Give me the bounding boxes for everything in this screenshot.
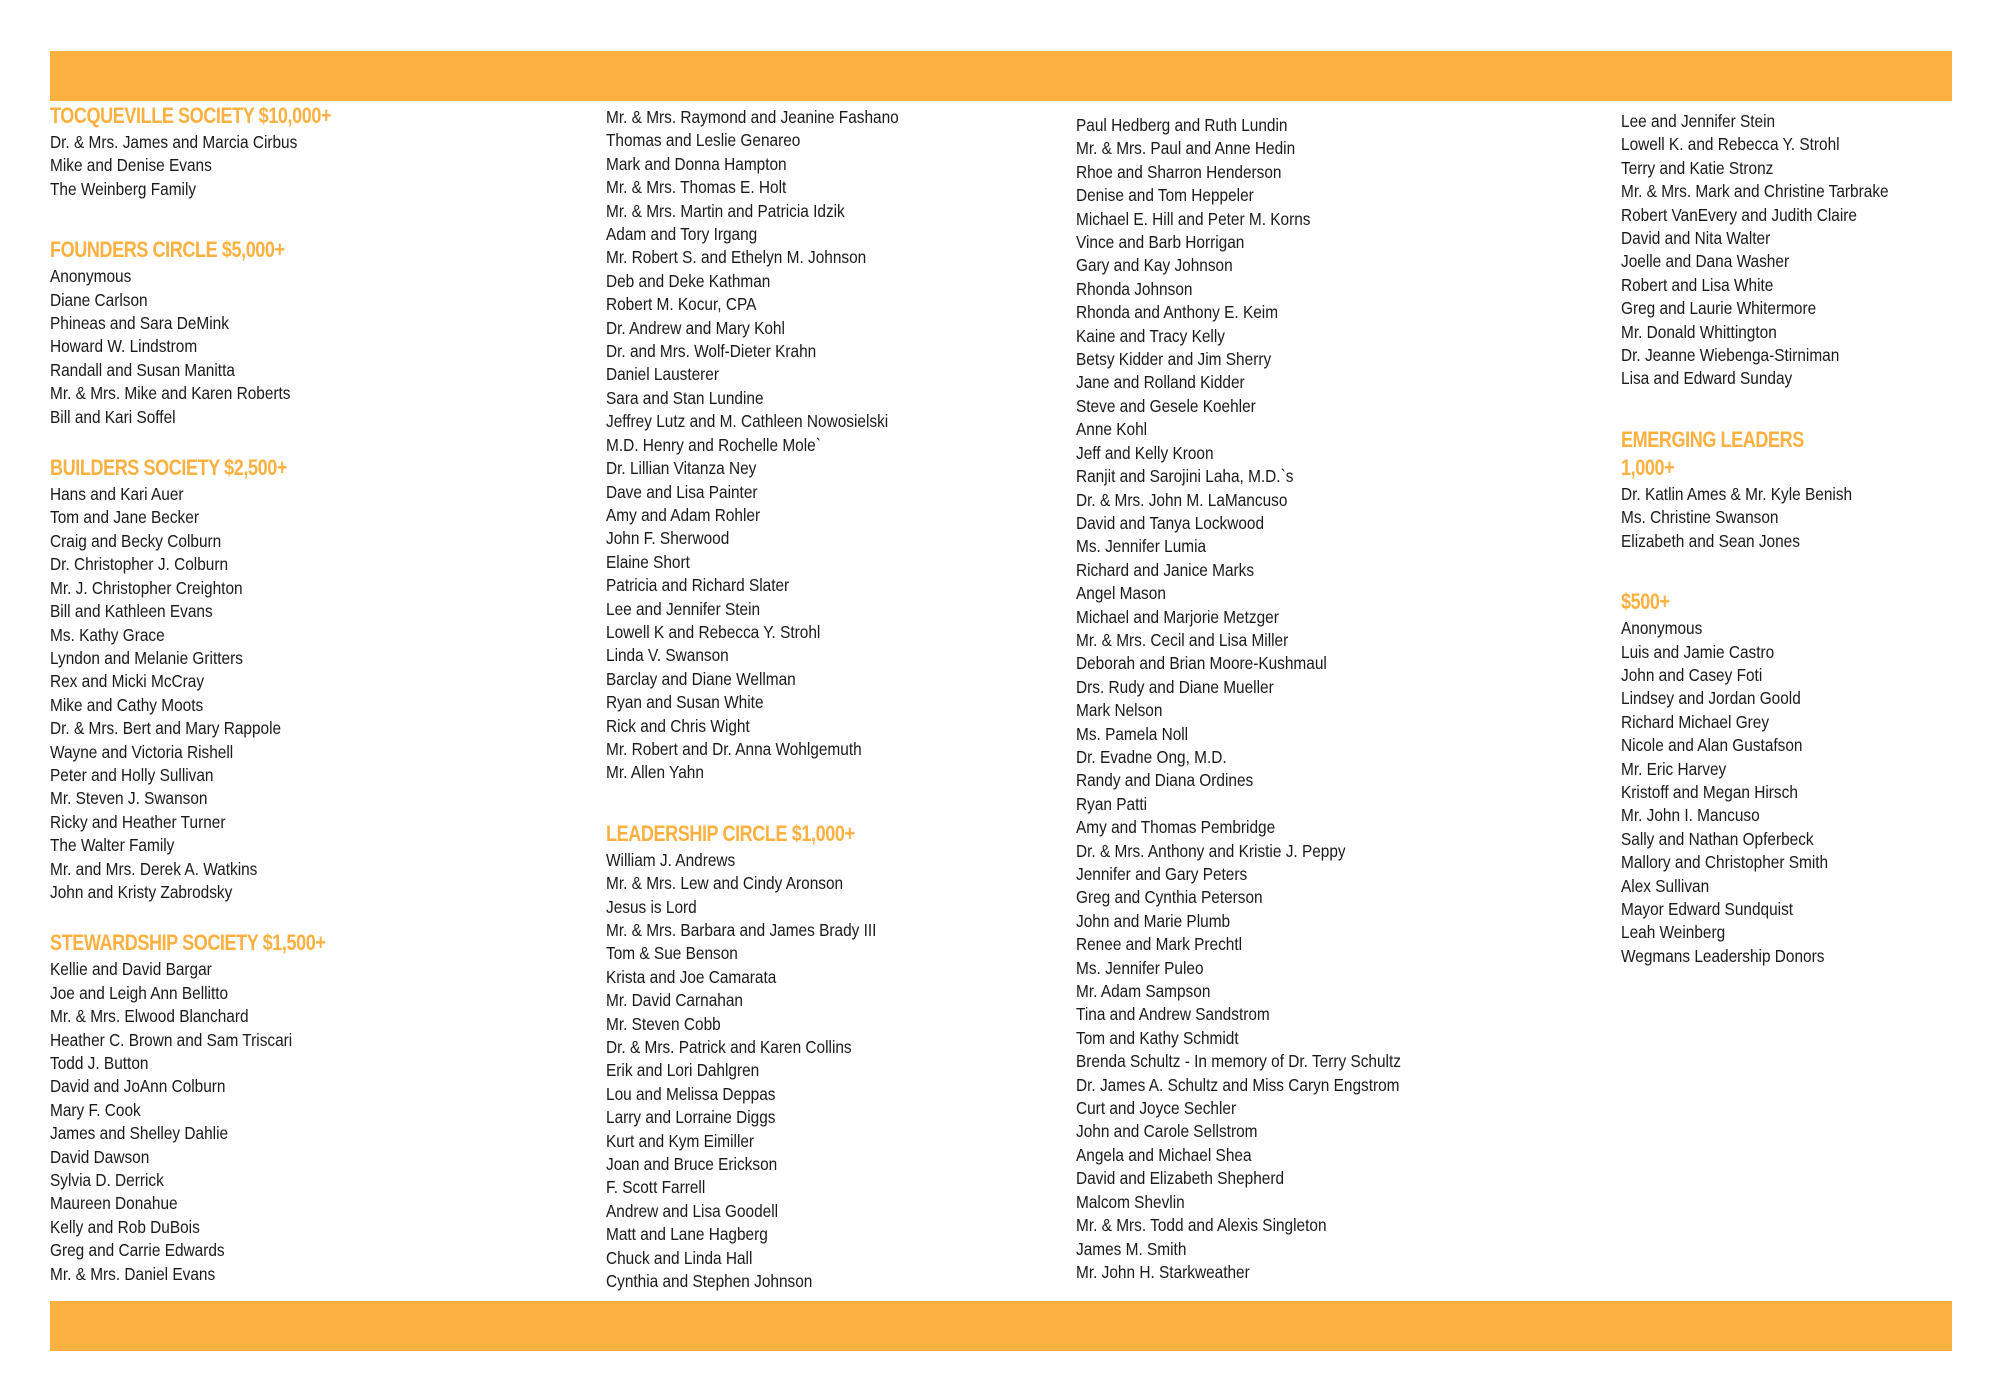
donor-name: Barclay and Diane Wellman: [606, 668, 796, 689]
donor-name: Mr. & Mrs. Elwood Blanchard: [50, 1006, 249, 1027]
donor-name: Mr. Adam Sampson: [1076, 981, 1211, 1002]
donor-name: Curt and Joyce Sechler: [1076, 1098, 1237, 1119]
donor-name: John and Carole Sellstrom: [1076, 1121, 1258, 1142]
donor-list: [1621, 110, 2000, 391]
donor-name: David and Nita Walter: [1621, 228, 1771, 249]
donor-name: Jennifer and Gary Peters: [1076, 864, 1248, 884]
donor-name: Mr. & Mrs. Raymond and Jeanine Fashano: [606, 107, 899, 127]
donor-name: Drs. Rudy and Diane Mueller: [1076, 676, 1274, 697]
donor-name: Peter and Holly Sullivan: [50, 764, 214, 785]
donor-name: Mayor Edward Sundquist: [1621, 898, 1794, 919]
donor-name: Dr. & Mrs. John M. LaMancuso: [1076, 489, 1288, 510]
donor-name: Lowell K. and Rebecca Y. Strohl: [1621, 134, 1840, 155]
donor-name: Ranjit and Sarojini Laha, M.D.`s: [1076, 466, 1294, 487]
donor-name: Rex and Micki McCray: [50, 671, 205, 692]
donor-list: [50, 958, 590, 1286]
donor-name: Krista and Joe Camarata: [606, 966, 777, 987]
donor-name: John and Casey Foti: [1621, 664, 1763, 685]
donor-name: Mr. & Mrs. Mark and Christine Tarbrake: [1621, 181, 1889, 202]
donor-name: Tina and Andrew Sandstrom: [1076, 1004, 1270, 1025]
donor-name: Dr. Lillian Vitanza Ney: [606, 458, 757, 479]
donor-name: Lindsey and Jordan Goold: [1621, 688, 1801, 709]
donor-name: Richard Michael Grey: [1621, 711, 1770, 732]
donor-name: Rhonda Johnson: [1076, 278, 1193, 299]
donor-name: Tom and Jane Becker: [50, 507, 199, 528]
donor-name: David and JoAnn Colburn: [50, 1076, 226, 1097]
donor-name: Joe and Leigh Ann Bellitto: [50, 982, 229, 1003]
top-accent-band: [50, 51, 1952, 101]
donor-name: Mr. Robert S. and Ethelyn M. Johnson: [606, 247, 867, 268]
donor-name: John and Marie Plumb: [1076, 910, 1231, 931]
column-1: [50, 103, 590, 1286]
donor-name: Elizabeth and Sean Jones: [1621, 530, 1800, 551]
donor-name: Adam and Tory Irgang: [606, 224, 758, 245]
donor-name: Mr. & Mrs. Todd and Alexis Singleton: [1076, 1215, 1327, 1236]
donor-name: Maureen Donahue: [50, 1193, 178, 1214]
donor-name: Dr. Jeanne Wiebenga-Stirniman: [1621, 345, 1840, 366]
donor-name: Renee and Mark Prechtl: [1076, 934, 1243, 955]
donor-name: Todd J. Button: [50, 1053, 149, 1073]
donor-name: Mr. and Mrs. Derek A. Watkins: [50, 858, 258, 879]
donor-name: James and Shelley Dahlie: [50, 1123, 229, 1144]
donor-name: The Walter Family: [50, 835, 175, 856]
donor-name: Kelly and Rob DuBois: [50, 1216, 200, 1237]
donor-name: Anonymous: [1621, 618, 1703, 639]
donor-name: Erik and Lori Dahlgren: [606, 1060, 760, 1081]
donor-name: Ms. Jennifer Lumia: [1076, 536, 1207, 557]
donor-name: Sylvia D. Derrick: [50, 1170, 164, 1191]
donor-name: Thomas and Leslie Genareo: [606, 130, 801, 151]
donor-name: Robert VanEvery and Judith Claire: [1621, 204, 1857, 225]
donor-name: Steve and Gesele Koehler: [1076, 395, 1256, 416]
donor-name: Andrew and Lisa Goodell: [606, 1200, 779, 1221]
donor-name: Leah Weinberg: [1621, 922, 1726, 943]
donor-name: Wegmans Leadership Donors: [1621, 945, 1825, 966]
donor-list: [50, 131, 590, 201]
donor-name: Dave and Lisa Painter: [606, 481, 758, 502]
donor-name: Wayne and Victoria Rishell: [50, 741, 234, 762]
donor-name: Luis and Jamie Castro: [1621, 641, 1775, 662]
donor-name: Mr. Steven Cobb: [606, 1013, 721, 1034]
donor-name: Kellie and David Bargar: [50, 959, 212, 980]
donor-name: David Dawson: [50, 1146, 150, 1167]
donor-name: Dr. & Mrs. James and Marcia Cirbus: [50, 132, 298, 152]
donor-name: Phineas and Sara DeMink: [50, 313, 229, 334]
donor-name: Gary and Kay Johnson: [1076, 255, 1233, 276]
section-heading: LEADERSHIP CIRCLE $1,000+: [606, 820, 855, 846]
donor-name: Rick and Chris Wight: [606, 715, 750, 736]
donor-name: Amy and Adam Rohler: [606, 504, 761, 525]
donor-list: [606, 106, 1146, 785]
section-emerging-leaders: [1621, 427, 2000, 553]
donor-name: Mallory and Christopher Smith: [1621, 852, 1829, 873]
donor-name: Mr. Donald Whittington: [1621, 321, 1777, 342]
donor-list: [50, 483, 590, 904]
donor-name: Diane Carlson: [50, 289, 148, 310]
donor-name: Tom & Sue Benson: [606, 943, 738, 964]
donor-name: David and Elizabeth Shepherd: [1076, 1168, 1285, 1189]
section-leadership: [606, 821, 1146, 1294]
donor-name: Heather C. Brown and Sam Triscari: [50, 1029, 293, 1050]
donor-name: Mike and Denise Evans: [50, 155, 212, 176]
donor-name: Bill and Kari Soffel: [50, 406, 176, 427]
donor-name: Mr. & Mrs. Paul and Anne Hedin: [1076, 138, 1296, 159]
donor-name: Randy and Diana Ordines: [1076, 770, 1254, 791]
section-builders: [50, 455, 590, 904]
donor-name: Lee and Jennifer Stein: [1621, 111, 1776, 131]
donor-name: Mike and Cathy Moots: [50, 694, 204, 715]
section-heading: EMERGING LEADERS: [1621, 426, 1804, 452]
donor-list: [1076, 114, 1616, 1284]
donor-name: John F. Sherwood: [606, 528, 730, 549]
section-tocqueville: [50, 103, 590, 201]
section-stewardship: [50, 930, 590, 1286]
donor-name: Greg and Laurie Whitermore: [1621, 298, 1817, 319]
donor-name: Kristoff and Megan Hirsch: [1621, 781, 1798, 802]
donor-name: Randall and Susan Manitta: [50, 359, 235, 380]
donor-list: [50, 265, 590, 429]
donor-name: Bill and Kathleen Evans: [50, 601, 213, 622]
donor-name: Craig and Becky Colburn: [50, 530, 222, 551]
donor-name: Mary F. Cook: [50, 1099, 141, 1120]
donor-name: Dr. James A. Schultz and Miss Caryn Engstrom: [1076, 1074, 1400, 1095]
donor-name: Ryan and Susan White: [606, 692, 764, 713]
donor-name: Amy and Thomas Pembridge: [1076, 817, 1276, 838]
donor-name: Richard and Janice Marks: [1076, 559, 1255, 580]
column-3: [1076, 114, 1616, 1284]
donor-name: Dr. & Mrs. Anthony and Kristie J. Peppy: [1076, 840, 1346, 861]
donor-name: Dr. and Mrs. Wolf-Dieter Krahn: [606, 341, 817, 362]
donor-name: Michael and Marjorie Metzger: [1076, 606, 1279, 627]
donor-name: Betsy Kidder and Jim Sherry: [1076, 349, 1272, 370]
donor-name: Linda V. Swanson: [606, 645, 729, 666]
section-heading-amount: 1,000+: [1621, 454, 1675, 480]
donor-name: Jane and Rolland Kidder: [1076, 372, 1245, 393]
donor-name: Cynthia and Stephen Johnson: [606, 1271, 813, 1292]
donor-name: Mark Nelson: [1076, 700, 1163, 721]
donor-name: Sara and Stan Lundine: [606, 387, 764, 408]
section-heading: BUILDERS SOCIETY $2,500+: [50, 455, 287, 481]
donor-name: Angela and Michael Shea: [1076, 1144, 1252, 1165]
donor-name: Mr. Robert and Dr. Anna Wohlgemuth: [606, 738, 862, 759]
donor-name: Vince and Barb Horrigan: [1076, 232, 1245, 253]
donor-name: Mr. & Mrs. Mike and Karen Roberts: [50, 383, 291, 404]
donor-name: Anonymous: [50, 266, 132, 287]
donor-name: Mr. John H. Starkweather: [1076, 1261, 1250, 1282]
donor-name: Kurt and Kym Eimiller: [606, 1130, 755, 1151]
donor-list: [1621, 483, 2000, 553]
donor-name: Michael E. Hill and Peter M. Korns: [1076, 208, 1311, 229]
donor-name: Jesus is Lord: [606, 896, 697, 917]
donor-name: Jeffrey Lutz and M. Cathleen Nowosielski: [606, 411, 889, 432]
donor-name: Robert M. Kocur, CPA: [606, 294, 757, 315]
donor-name: Malcom Shevlin: [1076, 1191, 1185, 1212]
donor-name: Chuck and Linda Hall: [606, 1247, 753, 1268]
donor-name: Ms. Pamela Noll: [1076, 723, 1189, 744]
donor-list: [1621, 617, 2000, 968]
donor-name: Daniel Lausterer: [606, 364, 719, 385]
donor-name: Howard W. Lindstrom: [50, 336, 198, 357]
column-4: [1621, 110, 2000, 968]
donor-name: Nicole and Alan Gustafson: [1621, 735, 1803, 756]
section-founders: [50, 237, 590, 429]
donor-name: Dr. & Mrs. Patrick and Karen Collins: [606, 1037, 852, 1058]
donor-name: Angel Mason: [1076, 583, 1166, 604]
section-heading: FOUNDERS CIRCLE $5,000+: [50, 237, 285, 263]
donor-name: Rhonda and Anthony E. Keim: [1076, 302, 1279, 323]
donor-name: Mr. & Mrs. Barbara and James Brady III: [606, 920, 877, 940]
donor-list: [606, 849, 1146, 1294]
donor-name: Mr. John I. Mancuso: [1621, 805, 1760, 826]
donor-name: Lowell K and Rebecca Y. Strohl: [606, 621, 821, 642]
donor-name: Mr. & Mrs. Daniel Evans: [50, 1263, 216, 1284]
donor-name: Terry and Katie Stronz: [1621, 157, 1774, 178]
donor-name: M.D. Henry and Rochelle Mole`: [606, 434, 821, 455]
donor-name: Denise and Tom Heppeler: [1076, 185, 1254, 206]
donor-name: James M. Smith: [1076, 1238, 1187, 1259]
donor-name: Lisa and Edward Sunday: [1621, 368, 1793, 389]
donor-name: David and Tanya Lockwood: [1076, 512, 1265, 533]
donor-name: Robert and Lisa White: [1621, 274, 1774, 295]
bottom-accent-band: [50, 1301, 1952, 1351]
donor-name: Ms. Jennifer Puleo: [1076, 957, 1204, 978]
column-2: [606, 106, 1146, 1294]
section-heading: $500+: [1621, 589, 1670, 615]
donor-name: Lyndon and Melanie Gritters: [50, 647, 243, 668]
donor-name: Mr. J. Christopher Creighton: [50, 577, 243, 598]
donor-name: Ryan Patti: [1076, 793, 1148, 814]
donor-name: Matt and Lane Hagberg: [606, 1224, 768, 1245]
donor-name: Tom and Kathy Schmidt: [1076, 1027, 1239, 1048]
donor-name: Elaine Short: [606, 551, 690, 572]
section-heading: TOCQUEVILLE SOCIETY $10,000+: [50, 103, 332, 128]
donor-name: Rhoe and Sharron Henderson: [1076, 161, 1282, 182]
donor-name: Greg and Cynthia Peterson: [1076, 887, 1263, 908]
donor-name: Patricia and Richard Slater: [606, 575, 790, 596]
donor-name: Paul Hedberg and Ruth Lundin: [1076, 115, 1288, 135]
donor-name: Mr. & Mrs. Thomas E. Holt: [606, 177, 787, 198]
donor-name: Sally and Nathan Opferbeck: [1621, 828, 1814, 849]
donor-name: Ricky and Heather Turner: [50, 811, 226, 832]
donor-name: Joelle and Dana Washer: [1621, 251, 1790, 272]
donor-name: Jeff and Kelly Kroon: [1076, 442, 1214, 463]
donor-name: Mr. & Mrs. Cecil and Lisa Miller: [1076, 629, 1289, 650]
donor-name: Mr. & Mrs. Lew and Cindy Aronson: [606, 873, 844, 894]
donor-name: Ms. Kathy Grace: [50, 624, 165, 645]
donor-name: Mr. Eric Harvey: [1621, 758, 1727, 779]
donor-name: F. Scott Farrell: [606, 1177, 706, 1198]
section-heading: STEWARDSHIP SOCIETY $1,500+: [50, 930, 326, 956]
donor-name: Dr. Christopher J. Colburn: [50, 554, 229, 575]
donor-name: Dr. Evadne Ong, M.D.: [1076, 746, 1227, 767]
donor-name: Mr. David Carnahan: [606, 990, 743, 1011]
donor-name: Lee and Jennifer Stein: [606, 598, 761, 619]
donor-name: Hans and Kari Auer: [50, 484, 184, 505]
donor-name: John and Kristy Zabrodsky: [50, 881, 233, 902]
donor-name: Alex Sullivan: [1621, 875, 1710, 896]
donor-name: Lou and Melissa Deppas: [606, 1083, 776, 1104]
donor-name: Dr. & Mrs. Bert and Mary Rappole: [50, 718, 282, 739]
section-500: [1621, 589, 2000, 968]
donor-name: Mr. Allen Yahn: [606, 762, 704, 783]
donor-name: Dr. Andrew and Mary Kohl: [606, 317, 785, 338]
donor-name: Anne Kohl: [1076, 419, 1148, 440]
donor-name: Dr. Katlin Ames & Mr. Kyle Benish: [1621, 483, 1853, 504]
donor-name: Kaine and Tracy Kelly: [1076, 325, 1225, 346]
donor-name: William J. Andrews: [606, 849, 736, 870]
donor-name: Mark and Donna Hampton: [606, 153, 787, 174]
donor-name: Joan and Bruce Erickson: [606, 1154, 778, 1175]
donor-name: Ms. Christine Swanson: [1621, 507, 1779, 528]
donor-name: Larry and Lorraine Diggs: [606, 1107, 776, 1128]
donor-name: Brenda Schultz - In memory of Dr. Terry Schultz: [1076, 1051, 1401, 1072]
donor-name: Deb and Deke Kathman: [606, 270, 771, 291]
donor-name: The Weinberg Family: [50, 178, 197, 199]
donor-name: Mr. & Mrs. Martin and Patricia Idzik: [606, 200, 845, 221]
donor-name: Greg and Carrie Edwards: [50, 1240, 225, 1261]
donor-name: Mr. Steven J. Swanson: [50, 788, 208, 809]
donor-name: Deborah and Brian Moore-Kushmaul: [1076, 653, 1327, 674]
